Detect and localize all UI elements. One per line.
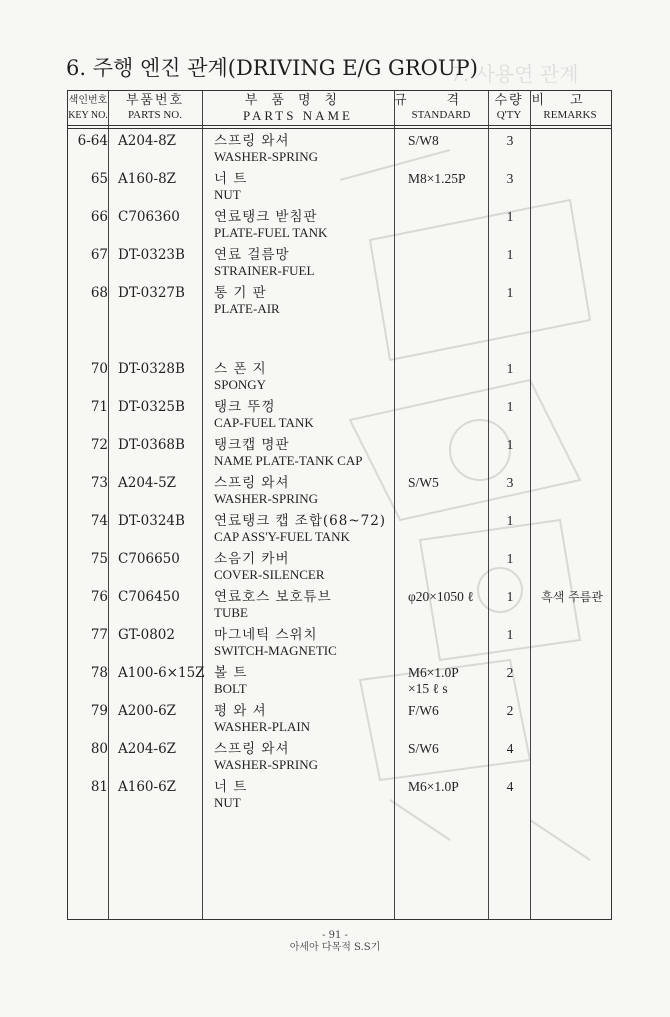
standard-line-1: F/W6 [408, 703, 439, 718]
key-no: 75 [90, 551, 108, 567]
key-no: 72 [90, 437, 108, 453]
parts-name-en: WASHER-SPRING [214, 757, 319, 772]
parts-name-ko: 통 기 판 [214, 285, 267, 301]
parts-name [214, 665, 247, 697]
key-no: 70 [90, 361, 108, 377]
table-row [68, 133, 611, 171]
table-row [68, 399, 611, 437]
parts-name [214, 703, 310, 735]
quantity: 2 [506, 665, 514, 680]
header-divider [68, 128, 611, 129]
standard [408, 133, 439, 149]
standard-line-1: S/W8 [408, 133, 439, 148]
parts-name-ko: 스프링 와셔 [214, 475, 290, 491]
parts-name [214, 741, 318, 773]
quantity: 1 [506, 589, 514, 604]
table-row [68, 247, 611, 285]
parts-name [214, 399, 314, 431]
table-row [68, 285, 611, 323]
quantity: 1 [506, 627, 514, 642]
parts-name [214, 551, 325, 583]
parts-no: DT-0324B [118, 513, 185, 529]
parts-name-en: PLATE-FUEL TANK [214, 225, 328, 240]
header-standard: 규격 STANDARD [394, 93, 500, 121]
parts-name-ko: 너 트 [214, 779, 248, 795]
key-no: 68 [90, 285, 108, 301]
table-row [68, 551, 611, 589]
quantity: 1 [506, 361, 514, 376]
parts-no: A200-6Z [118, 703, 177, 719]
parts-name [214, 247, 314, 279]
quantity: 1 [506, 437, 514, 452]
quantity: 1 [506, 209, 514, 224]
header-parts-no: 부품번호 PARTS NO. [125, 93, 185, 121]
table-row [68, 779, 611, 817]
parts-name-en: WASHER-SPRING [214, 149, 319, 164]
model-name: 아세아 다목적 S.S기 [289, 942, 381, 953]
header-divider [68, 125, 611, 126]
parts-name-ko: 마그네틱 스위치 [214, 627, 318, 643]
quantity: 1 [506, 399, 514, 414]
key-no: 80 [90, 741, 108, 757]
parts-no: A160-6Z [118, 779, 177, 795]
key-no: 66 [90, 209, 108, 225]
parts-name-en: SWITCH-MAGNETIC [214, 643, 337, 658]
parts-no: C706650 [118, 551, 180, 567]
key-no: 74 [90, 513, 108, 529]
table-row [68, 627, 611, 665]
parts-name-ko: 스프링 와셔 [214, 741, 290, 757]
key-no: 71 [90, 399, 108, 415]
table-row [68, 589, 611, 627]
key-no: 79 [90, 703, 108, 719]
standard [408, 741, 439, 757]
parts-no: A204-8Z [118, 133, 177, 149]
table-row [68, 513, 611, 551]
standard-line-1: S/W5 [408, 475, 439, 490]
parts-name [214, 589, 332, 621]
key-no: 6-64 [77, 133, 108, 149]
table-row [68, 171, 611, 209]
key-no: 73 [90, 475, 108, 491]
standard [408, 779, 459, 795]
table-row [68, 209, 611, 247]
table-row [68, 703, 611, 741]
quantity: 1 [506, 551, 514, 566]
standard [408, 475, 439, 491]
parts-name-ko: 연료 걸름망 [214, 247, 290, 263]
parts-name [214, 475, 318, 507]
parts-name [214, 133, 318, 165]
parts-name-en: STRAINER-FUEL [214, 263, 315, 278]
parts-name-en: PLATE-AIR [214, 301, 280, 316]
bleed-through-title: 7. 사용연 관계 [450, 62, 579, 86]
parts-name-ko: 너 트 [214, 171, 248, 187]
parts-no: DT-0327B [118, 285, 185, 301]
parts-name-ko: 연료탱크 캡 조합(68~72) [214, 513, 387, 529]
parts-name [214, 209, 327, 241]
parts-name [214, 285, 280, 317]
quantity: 1 [506, 285, 514, 300]
parts-no: C706450 [118, 589, 180, 605]
parts-no: A204-6Z [118, 741, 177, 757]
key-no: 77 [90, 627, 108, 643]
quantity: 4 [506, 741, 514, 756]
parts-name-en: WASHER-SPRING [214, 491, 319, 506]
key-no: 76 [90, 589, 108, 605]
page-number: - 91 - [322, 930, 348, 941]
parts-name-en: WASHER-PLAIN [214, 719, 311, 734]
parts-name-en: NAME PLATE-TANK CAP [214, 453, 363, 468]
parts-name [214, 437, 362, 469]
table-row [68, 665, 611, 703]
standard [408, 703, 439, 719]
remarks: 흑색 주름관 [541, 590, 603, 604]
parts-name-ko: 연료탱크 받침판 [214, 209, 318, 225]
key-no: 67 [90, 247, 108, 263]
header-qty: 수량 Q'TY [494, 93, 524, 121]
parts-no: A160-8Z [118, 171, 177, 187]
quantity: 4 [506, 779, 514, 794]
standard-line-1: S/W6 [408, 741, 439, 756]
quantity: 3 [506, 133, 514, 148]
quantity: 3 [506, 475, 514, 490]
parts-name-ko: 평 와 셔 [214, 703, 267, 719]
quantity: 2 [506, 703, 514, 718]
standard-line-1: M6×1.0P [408, 665, 459, 680]
parts-name [214, 171, 247, 203]
parts-name-en: NUT [214, 795, 241, 810]
parts-name [214, 513, 386, 545]
parts-name-en: NUT [214, 187, 241, 202]
parts-no: C706360 [118, 209, 180, 225]
quantity: 1 [506, 247, 514, 262]
parts-name-ko: 탱크 뚜껑 [214, 399, 276, 415]
standard-line-1: M8×1.25P [408, 171, 466, 186]
parts-no: DT-0323B [118, 247, 185, 263]
parts-name-ko: 볼 트 [214, 665, 248, 681]
standard [408, 589, 474, 605]
parts-name [214, 361, 267, 393]
quantity: 3 [506, 171, 514, 186]
parts-name-ko: 스프링 와셔 [214, 133, 290, 149]
parts-no: DT-0368B [118, 437, 185, 453]
table-row [68, 475, 611, 513]
key-no: 65 [90, 171, 108, 187]
standard-line-1: M6×1.0P [408, 779, 459, 794]
parts-name-ko: 소음기 카버 [214, 551, 290, 567]
header-key-no: 색인번호 KEY NO. [68, 95, 108, 121]
parts-name-en: TUBE [214, 605, 248, 620]
page-footer [0, 930, 670, 954]
table-row [68, 437, 611, 475]
standard-line-2: ×15 ℓ s [408, 681, 448, 696]
parts-name-en: BOLT [214, 681, 247, 696]
parts-no: DT-0325B [118, 399, 185, 415]
parts-name-en: COVER-SILENCER [214, 567, 325, 582]
parts-name-ko: 연료호스 보호튜브 [214, 589, 332, 605]
standard [408, 665, 459, 697]
parts-no: A100-6×15Z [118, 665, 205, 681]
table-row [68, 741, 611, 779]
parts-name-ko: 탱크캡 명판 [214, 437, 290, 453]
quantity: 1 [506, 513, 514, 528]
parts-table [67, 90, 612, 920]
key-no: 81 [90, 779, 108, 795]
parts-no: GT-0802 [118, 627, 175, 643]
header-parts-name: 부품명칭 PARTS NAME [242, 93, 353, 123]
standard [408, 171, 466, 187]
parts-name-ko: 스 폰 지 [214, 361, 267, 377]
header-remarks: 비고 REMARKS [531, 93, 609, 121]
parts-name [214, 779, 247, 811]
page-title: 6. 주행 엔진 관계(DRIVING E/G GROUP) [66, 56, 478, 80]
key-no: 78 [90, 665, 108, 681]
parts-no: A204-5Z [118, 475, 177, 491]
parts-no: DT-0328B [118, 361, 185, 377]
standard-line-1: φ20×1050 ℓ [408, 589, 474, 604]
parts-name [214, 627, 337, 659]
parts-name-en: SPONGY [214, 377, 267, 392]
table-row [68, 361, 611, 399]
parts-name-en: CAP ASS'Y-FUEL TANK [214, 529, 350, 544]
parts-name-en: CAP-FUEL TANK [214, 415, 314, 430]
